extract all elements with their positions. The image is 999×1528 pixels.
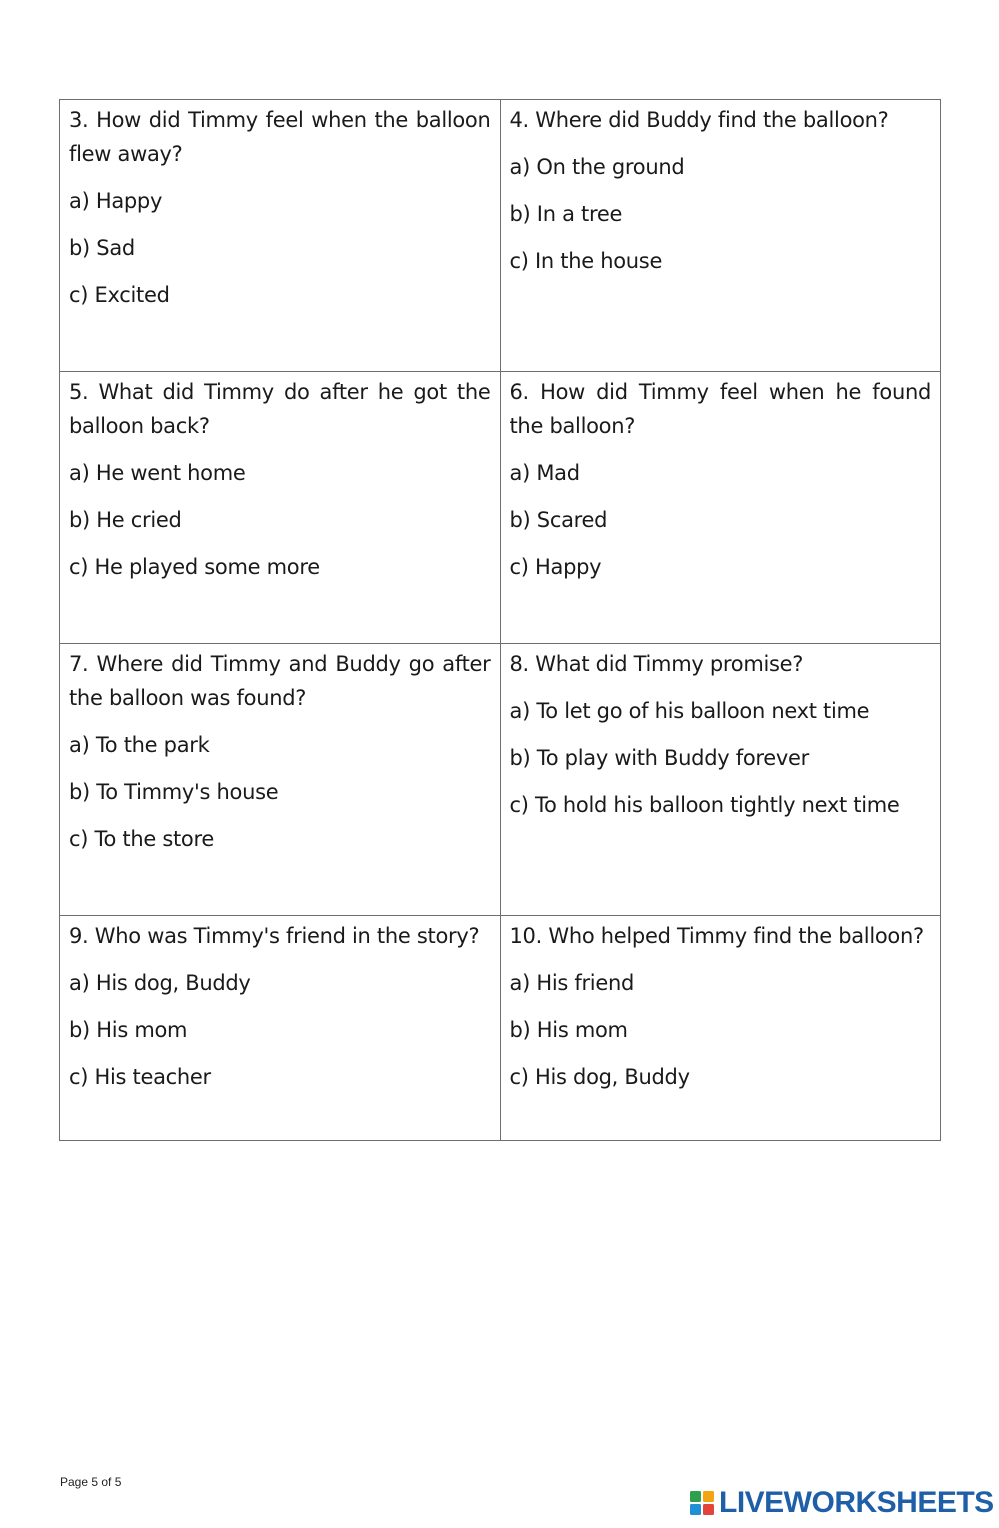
- table-row: [60, 916, 941, 1141]
- question-cell-8: [500, 644, 941, 916]
- option-b: b) To play with Buddy forever: [509, 746, 809, 770]
- questions-table: [59, 99, 941, 1141]
- question-text: 8. What did Timmy promise?: [509, 652, 804, 676]
- question-text: 10. Who helped Timmy find the balloon?: [509, 924, 924, 948]
- option-a: a) Mad: [509, 461, 580, 485]
- option-b: b) His mom: [69, 1018, 188, 1042]
- option-b: b) His mom: [509, 1018, 628, 1042]
- page-number: Page 5 of 5: [60, 1475, 122, 1489]
- option-b: b) Scared: [509, 508, 608, 532]
- option-b: b) He cried: [69, 508, 182, 532]
- option-b: b) To Timmy's house: [69, 780, 279, 804]
- option-c: c) He played some more: [69, 555, 320, 579]
- option-a: a) His friend: [509, 971, 634, 995]
- option-c: c) His dog, Buddy: [509, 1065, 690, 1089]
- option-c: c) Excited: [69, 283, 170, 307]
- question-text: 6. How did Timmy feel when he found the balloon?: [509, 380, 931, 438]
- option-a: a) To let go of his balloon next time: [509, 699, 870, 723]
- option-c: c) To hold his balloon tightly next time: [509, 793, 900, 817]
- question-cell-7: [60, 644, 501, 916]
- brand-watermark: [690, 1486, 994, 1520]
- table-row: [60, 100, 941, 372]
- option-c: c) To the store: [69, 827, 214, 851]
- question-cell-4: [500, 100, 941, 372]
- question-cell-3: [60, 100, 501, 372]
- question-text: 9. Who was Timmy's friend in the story?: [69, 924, 480, 948]
- option-a: a) His dog, Buddy: [69, 971, 251, 995]
- table-row: [60, 372, 941, 644]
- question-cell-6: [500, 372, 941, 644]
- question-cell-10: [500, 916, 941, 1141]
- question-text: 7. Where did Timmy and Buddy go after the balloon was found?: [69, 652, 491, 710]
- option-c: c) In the house: [509, 249, 663, 273]
- brand-name: LIVEWORKSHEETS: [719, 1486, 994, 1519]
- option-b: b) Sad: [69, 236, 135, 260]
- question-cell-9: [60, 916, 501, 1141]
- option-a: a) On the ground: [509, 155, 685, 179]
- option-a: a) He went home: [69, 461, 246, 485]
- liveworksheets-logo-icon: [690, 1491, 715, 1516]
- option-c: c) His teacher: [69, 1065, 211, 1089]
- option-a: a) To the park: [69, 733, 210, 757]
- question-text: 3. How did Timmy feel when the balloon flew away?: [69, 108, 491, 166]
- question-text: 4. Where did Buddy find the balloon?: [509, 108, 889, 132]
- question-text: 5. What did Timmy do after he got the balloon back?: [69, 380, 491, 438]
- table-row: [60, 644, 941, 916]
- option-b: b) In a tree: [509, 202, 623, 226]
- option-c: c) Happy: [509, 555, 602, 579]
- option-a: a) Happy: [69, 189, 163, 213]
- question-cell-5: [60, 372, 501, 644]
